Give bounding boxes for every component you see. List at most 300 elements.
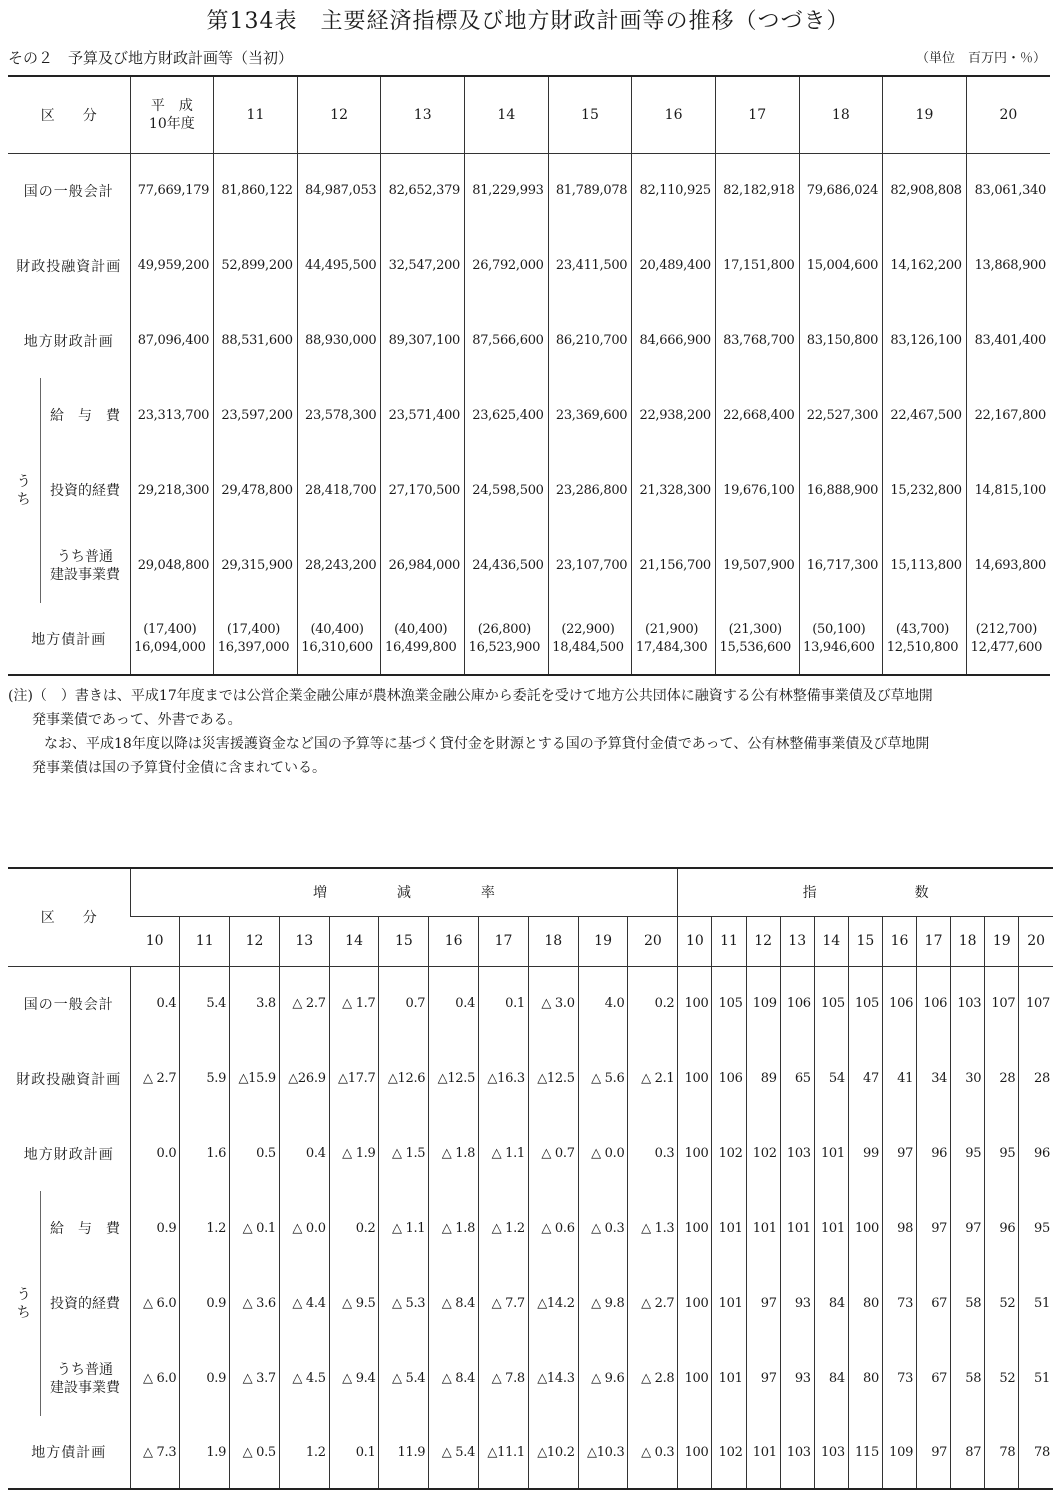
index-cell: 97	[917, 1191, 951, 1266]
header-year: 20	[966, 76, 1050, 153]
index-cell: 96	[1019, 1116, 1053, 1191]
index-cell: 100	[678, 1266, 712, 1341]
row-label: 給 与 費	[40, 1191, 130, 1266]
index-cell: 67	[917, 1341, 951, 1416]
index-cell: 106	[882, 966, 916, 1041]
value-cell: 28,243,200	[297, 528, 381, 603]
value-cell: 29,315,900	[214, 528, 298, 603]
row-label: 地方債計画	[31, 631, 107, 648]
rate-cell: △ 9.4	[329, 1341, 379, 1416]
header-year: 15	[548, 76, 632, 153]
index-cell: 52	[985, 1266, 1019, 1341]
index-cell: 80	[848, 1341, 882, 1416]
index-cell: 30	[951, 1041, 985, 1116]
value-cell: 82,652,379	[381, 153, 465, 228]
table-row	[8, 1416, 1053, 1489]
footnote-line: なお、平成18年度以降は災害援護資金など国の予算等に基づく貸付金を財源とする国の予算貸付金債であって、公有林整備事業債及び草地開	[44, 736, 930, 752]
rate-cell: 0.0	[130, 1116, 180, 1191]
row-label: 投資的経費	[40, 453, 130, 528]
index-cell: 100	[678, 1416, 712, 1489]
value-cell: 22,938,200	[632, 378, 716, 453]
index-cell: 51	[1019, 1266, 1053, 1341]
budget-table	[8, 75, 1050, 676]
rate-cell: △ 9.8	[578, 1266, 628, 1341]
value-cell: 24,436,500	[465, 528, 549, 603]
rate-cell: 0.9	[180, 1341, 230, 1416]
header-year: 15	[848, 916, 882, 966]
index-cell: 54	[814, 1041, 848, 1116]
rate-cell: △10.3	[578, 1416, 628, 1489]
rate-cell: △ 9.5	[329, 1266, 379, 1341]
value-cell: 77,669,179	[130, 153, 214, 228]
value-cell: (26,800) 16,523,900	[465, 603, 549, 675]
header-year: 20	[1019, 916, 1053, 966]
index-cell: 84	[814, 1266, 848, 1341]
header-year: 12	[297, 76, 381, 153]
table-row	[8, 153, 1050, 228]
rate-cell: △ 5.4	[429, 1416, 479, 1489]
header-year: 10	[678, 916, 712, 966]
value-cell: 83,061,340	[966, 153, 1050, 228]
table-row	[8, 1191, 1053, 1266]
value-cell: (43,700) 12,510,800	[883, 603, 967, 675]
index-cell: 105	[712, 966, 746, 1041]
table-row	[8, 1041, 1053, 1116]
value-cell: 14,815,100	[966, 453, 1050, 528]
rate-cell: △17.7	[329, 1041, 379, 1116]
footnote-line: 発事業債であって、外書である。	[32, 712, 242, 728]
rate-cell: △14.2	[528, 1266, 578, 1341]
index-cell: 95	[1019, 1191, 1053, 1266]
header-year: 16	[882, 916, 916, 966]
index-cell: 103	[780, 1416, 814, 1489]
value-cell: 83,126,100	[883, 303, 967, 378]
index-cell: 73	[882, 1341, 916, 1416]
rate-cell: △ 4.4	[279, 1266, 329, 1341]
rate-cell: △ 3.0	[528, 966, 578, 1041]
value-cell: 87,566,600	[465, 303, 549, 378]
value-cell: 23,369,600	[548, 378, 632, 453]
index-cell: 106	[917, 966, 951, 1041]
index-cell: 102	[712, 1116, 746, 1191]
row-label: 国の一般会計	[23, 996, 114, 1013]
rate-cell: △14.3	[528, 1341, 578, 1416]
value-cell: 86,210,700	[548, 303, 632, 378]
header-year: 18	[528, 916, 578, 966]
index-cell: 105	[848, 966, 882, 1041]
value-cell: (22,900) 18,484,500	[548, 603, 632, 675]
index-cell: 28	[1019, 1041, 1053, 1116]
index-cell: 101	[712, 1341, 746, 1416]
rate-cell: △ 1.8	[429, 1116, 479, 1191]
header-category: 区 分	[8, 868, 130, 966]
header-year: 19	[985, 916, 1019, 966]
rate-cell: △ 3.7	[230, 1341, 280, 1416]
rate-cell: △ 7.7	[479, 1266, 529, 1341]
value-cell: 23,578,300	[297, 378, 381, 453]
header-year: 17	[917, 916, 951, 966]
header-year: 11	[214, 76, 298, 153]
rate-cell: △12.6	[379, 1041, 429, 1116]
value-cell: 83,401,400	[966, 303, 1050, 378]
index-cell: 97	[746, 1341, 780, 1416]
index-cell: 58	[951, 1341, 985, 1416]
value-cell: 26,792,000	[465, 228, 549, 303]
header-year: 20	[628, 916, 678, 966]
index-cell: 103	[951, 966, 985, 1041]
rate-cell: △ 0.7	[528, 1116, 578, 1191]
index-cell: 101	[746, 1416, 780, 1489]
rate-cell: △ 0.3	[578, 1191, 628, 1266]
index-cell: 115	[848, 1416, 882, 1489]
footnote-line: 発事業債は国の予算貸付金債に含まれている。	[32, 760, 326, 776]
rate-cell: 1.9	[180, 1416, 230, 1489]
value-cell: (17,400) 16,397,000	[214, 603, 298, 675]
header-year: 平 成 10年度	[130, 76, 214, 153]
index-cell: 100	[678, 1116, 712, 1191]
table-row	[8, 603, 1050, 675]
rate-cell: △ 1.3	[628, 1191, 678, 1266]
rate-cell: △ 2.7	[628, 1266, 678, 1341]
header-row	[8, 76, 1050, 153]
rate-cell: 0.1	[479, 966, 529, 1041]
value-cell: 20,489,400	[632, 228, 716, 303]
rate-cell: 0.2	[329, 1191, 379, 1266]
header-year: 12	[230, 916, 280, 966]
rate-cell: 11.9	[379, 1416, 429, 1489]
value-cell: 23,107,700	[548, 528, 632, 603]
rate-cell: △ 1.5	[379, 1116, 429, 1191]
header-year: 11	[712, 916, 746, 966]
change-rate-index-table	[8, 867, 1053, 1490]
index-cell: 101	[814, 1191, 848, 1266]
value-cell: 13,868,900	[966, 228, 1050, 303]
header-year: 11	[180, 916, 230, 966]
header-year: 18	[799, 76, 883, 153]
value-cell: 88,930,000	[297, 303, 381, 378]
rate-cell: △ 2.1	[628, 1041, 678, 1116]
index-cell: 101	[712, 1266, 746, 1341]
value-cell: 23,597,200	[214, 378, 298, 453]
index-cell: 95	[951, 1116, 985, 1191]
index-cell: 84	[814, 1341, 848, 1416]
rate-cell: △ 2.8	[628, 1341, 678, 1416]
index-cell: 73	[882, 1266, 916, 1341]
uchi-label: う ち	[16, 473, 31, 508]
index-cell: 100	[678, 1191, 712, 1266]
row-label: 地方債計画	[31, 1445, 107, 1461]
header-year: 19	[883, 76, 967, 153]
value-cell: 29,478,800	[214, 453, 298, 528]
index-cell: 100	[678, 1341, 712, 1416]
table-row	[8, 378, 1050, 453]
index-cell: 98	[882, 1191, 916, 1266]
value-cell: 21,156,700	[632, 528, 716, 603]
index-cell: 67	[917, 1266, 951, 1341]
rate-cell: △ 0.5	[230, 1416, 280, 1489]
index-cell: 65	[780, 1041, 814, 1116]
index-cell: 97	[746, 1266, 780, 1341]
value-cell: (21,300) 15,536,600	[715, 603, 799, 675]
rate-cell: 0.5	[230, 1116, 280, 1191]
header-year: 16	[632, 76, 716, 153]
value-cell: 81,789,078	[548, 153, 632, 228]
value-cell: 82,110,925	[632, 153, 716, 228]
rate-cell: △10.2	[528, 1416, 578, 1489]
rate-cell: △26.9	[279, 1041, 329, 1116]
header-year: 17	[479, 916, 529, 966]
section-subtitle: その２ 予算及び地方財政計画等（当初）	[8, 49, 294, 67]
index-cell: 100	[678, 966, 712, 1041]
header-year: 13	[780, 916, 814, 966]
value-cell: 84,666,900	[632, 303, 716, 378]
value-cell: 88,531,600	[214, 303, 298, 378]
value-cell: 29,048,800	[130, 528, 214, 603]
value-cell: 87,096,400	[130, 303, 214, 378]
index-cell: 101	[746, 1191, 780, 1266]
index-cell: 100	[678, 1041, 712, 1116]
value-cell: 79,686,024	[799, 153, 883, 228]
value-cell: (40,400) 16,499,800	[381, 603, 465, 675]
value-cell: 84,987,053	[297, 153, 381, 228]
index-cell: 52	[985, 1341, 1019, 1416]
value-cell: 21,328,300	[632, 453, 716, 528]
header-year: 17	[715, 76, 799, 153]
rate-cell: △ 5.4	[379, 1341, 429, 1416]
row-label: 財政投融資計画	[16, 258, 122, 275]
index-cell: 101	[814, 1116, 848, 1191]
index-cell: 101	[712, 1191, 746, 1266]
rate-cell: 0.1	[329, 1416, 379, 1489]
uchi-label: う ち	[16, 1286, 31, 1321]
rate-cell: △ 1.7	[329, 966, 379, 1041]
index-cell: 109	[882, 1416, 916, 1489]
index-cell: 105	[814, 966, 848, 1041]
header-year: 13	[279, 916, 329, 966]
index-cell: 47	[848, 1041, 882, 1116]
rate-cell: △ 6.0	[130, 1341, 180, 1416]
rate-cell: △ 1.9	[329, 1116, 379, 1191]
value-cell: 82,908,808	[883, 153, 967, 228]
rate-cell: 5.4	[180, 966, 230, 1041]
value-cell: 16,717,300	[799, 528, 883, 603]
rate-cell: △ 2.7	[130, 1041, 180, 1116]
value-cell: 14,693,800	[966, 528, 1050, 603]
header-year: 14	[329, 916, 379, 966]
value-cell: 27,170,500	[381, 453, 465, 528]
index-cell: 51	[1019, 1341, 1053, 1416]
value-cell: 23,625,400	[465, 378, 549, 453]
row-label: 地方財政計画	[23, 1146, 114, 1163]
rate-cell: △16.3	[479, 1041, 529, 1116]
row-label: うち普通 建設事業費	[40, 1341, 130, 1416]
value-cell: 83,768,700	[715, 303, 799, 378]
table-row	[8, 303, 1050, 378]
header-index: 指 数	[678, 868, 1053, 916]
index-cell: 96	[985, 1191, 1019, 1266]
index-cell: 106	[712, 1041, 746, 1116]
value-cell: 29,218,300	[130, 453, 214, 528]
index-cell: 87	[951, 1416, 985, 1489]
header-year: 14	[814, 916, 848, 966]
value-cell: 24,598,500	[465, 453, 549, 528]
table-row	[8, 528, 1050, 603]
row-label: 地方財政計画	[23, 333, 114, 350]
value-cell: 32,547,200	[381, 228, 465, 303]
index-cell: 99	[848, 1116, 882, 1191]
value-cell: 14,162,200	[883, 228, 967, 303]
header-row	[8, 868, 1053, 916]
rate-cell: △ 5.3	[379, 1266, 429, 1341]
value-cell: 22,467,500	[883, 378, 967, 453]
value-cell: 22,527,300	[799, 378, 883, 453]
value-cell: 15,113,800	[883, 528, 967, 603]
rate-cell: 1.6	[180, 1116, 230, 1191]
rate-cell: △12.5	[429, 1041, 479, 1116]
value-cell: 44,495,500	[297, 228, 381, 303]
header-year: 13	[381, 76, 465, 153]
header-year: 15	[379, 916, 429, 966]
rate-cell: △ 5.6	[578, 1041, 628, 1116]
rate-cell: 0.4	[130, 966, 180, 1041]
row-label: 投資的経費	[40, 1266, 130, 1341]
header-row	[8, 916, 1053, 966]
header-year: 16	[429, 916, 479, 966]
header-category: 区 分	[8, 76, 130, 153]
rate-cell: 4.0	[578, 966, 628, 1041]
index-cell: 78	[1019, 1416, 1053, 1489]
table-row	[8, 1266, 1053, 1341]
rate-cell: △ 0.6	[528, 1191, 578, 1266]
rate-cell: 1.2	[180, 1191, 230, 1266]
rate-cell: △ 6.0	[130, 1266, 180, 1341]
value-cell: 82,182,918	[715, 153, 799, 228]
rate-cell: △15.9	[230, 1041, 280, 1116]
row-label: 国の一般会計	[23, 183, 114, 200]
value-cell: (40,400) 16,310,600	[297, 603, 381, 675]
index-cell: 109	[746, 966, 780, 1041]
value-cell: 52,899,200	[214, 228, 298, 303]
rate-cell: △ 0.1	[230, 1191, 280, 1266]
index-cell: 80	[848, 1266, 882, 1341]
index-cell: 41	[882, 1041, 916, 1116]
index-cell: 103	[814, 1416, 848, 1489]
value-cell: (50,100) 13,946,600	[799, 603, 883, 675]
index-cell: 102	[712, 1416, 746, 1489]
index-cell: 106	[780, 966, 814, 1041]
rate-cell: 0.7	[379, 966, 429, 1041]
value-cell: 16,888,900	[799, 453, 883, 528]
index-cell: 102	[746, 1116, 780, 1191]
rate-cell: △ 8.4	[429, 1341, 479, 1416]
index-cell: 95	[985, 1116, 1019, 1191]
table-row	[8, 1116, 1053, 1191]
rate-cell: △ 0.0	[279, 1191, 329, 1266]
unit-label: （単位 百万円・％）	[915, 51, 1046, 66]
rate-cell: △ 1.1	[379, 1191, 429, 1266]
header-year: 14	[465, 76, 549, 153]
index-cell: 58	[951, 1266, 985, 1341]
table-row	[8, 966, 1053, 1041]
value-cell: 49,959,200	[130, 228, 214, 303]
header-year: 18	[951, 916, 985, 966]
value-cell: 15,232,800	[883, 453, 967, 528]
value-cell: 23,313,700	[130, 378, 214, 453]
value-cell: 28,418,700	[297, 453, 381, 528]
rate-cell: 0.4	[429, 966, 479, 1041]
index-cell: 89	[746, 1041, 780, 1116]
value-cell: 83,150,800	[799, 303, 883, 378]
rate-cell: △ 7.3	[130, 1416, 180, 1489]
value-cell: 22,167,800	[966, 378, 1050, 453]
table-row	[8, 228, 1050, 303]
value-cell: 23,571,400	[381, 378, 465, 453]
rate-cell: 5.9	[180, 1041, 230, 1116]
rate-cell: △ 1.2	[479, 1191, 529, 1266]
index-cell: 107	[985, 966, 1019, 1041]
index-cell: 28	[985, 1041, 1019, 1116]
table-row	[8, 1341, 1053, 1416]
index-cell: 101	[780, 1191, 814, 1266]
index-cell: 100	[848, 1191, 882, 1266]
table-row	[8, 453, 1050, 528]
row-label: 財政投融資計画	[16, 1071, 122, 1088]
rate-cell: 0.4	[279, 1116, 329, 1191]
footnote	[8, 684, 1048, 780]
header-year: 12	[746, 916, 780, 966]
index-cell: 78	[985, 1416, 1019, 1489]
value-cell: 89,307,100	[381, 303, 465, 378]
footnote-line: (注)（ ）書きは、平成17年度までは公営企業金融公庫が農林漁業金融公庫から委託を受けて地方公共団体に融資する公有林整備事業債及び草地開	[8, 688, 933, 704]
value-cell: (212,700) 12,477,600	[966, 603, 1050, 675]
index-cell: 96	[917, 1116, 951, 1191]
header-year: 19	[578, 916, 628, 966]
rate-cell: △ 1.1	[479, 1116, 529, 1191]
rate-cell: 1.2	[279, 1416, 329, 1489]
value-cell: 26,984,000	[381, 528, 465, 603]
value-cell: (17,400) 16,094,000	[130, 603, 214, 675]
value-cell: 22,668,400	[715, 378, 799, 453]
header-change-rate: 増 減 率	[130, 868, 678, 916]
rate-cell: △ 2.7	[279, 966, 329, 1041]
rate-cell: 0.3	[628, 1116, 678, 1191]
rate-cell: 3.8	[230, 966, 280, 1041]
rate-cell: △ 8.4	[429, 1266, 479, 1341]
row-label: うち普通 建設事業費	[40, 528, 130, 603]
value-cell: 17,151,800	[715, 228, 799, 303]
rate-cell: △ 9.6	[578, 1341, 628, 1416]
value-cell: 15,004,600	[799, 228, 883, 303]
index-cell: 107	[1019, 966, 1053, 1041]
value-cell: 19,676,100	[715, 453, 799, 528]
rate-cell: △ 4.5	[279, 1341, 329, 1416]
header-year: 10	[130, 916, 180, 966]
rate-cell: △ 7.8	[479, 1341, 529, 1416]
index-cell: 97	[951, 1191, 985, 1266]
index-cell: 93	[780, 1266, 814, 1341]
index-cell: 103	[780, 1116, 814, 1191]
rate-cell: △12.5	[528, 1041, 578, 1116]
row-label: 給 与 費	[40, 378, 130, 453]
rate-cell: △11.1	[479, 1416, 529, 1489]
value-cell: 23,411,500	[548, 228, 632, 303]
rate-cell: 0.2	[628, 966, 678, 1041]
value-cell: 19,507,900	[715, 528, 799, 603]
rate-cell: △ 3.6	[230, 1266, 280, 1341]
value-cell: (21,900) 17,484,300	[632, 603, 716, 675]
rate-cell: 0.9	[130, 1191, 180, 1266]
rate-cell: △ 1.8	[429, 1191, 479, 1266]
